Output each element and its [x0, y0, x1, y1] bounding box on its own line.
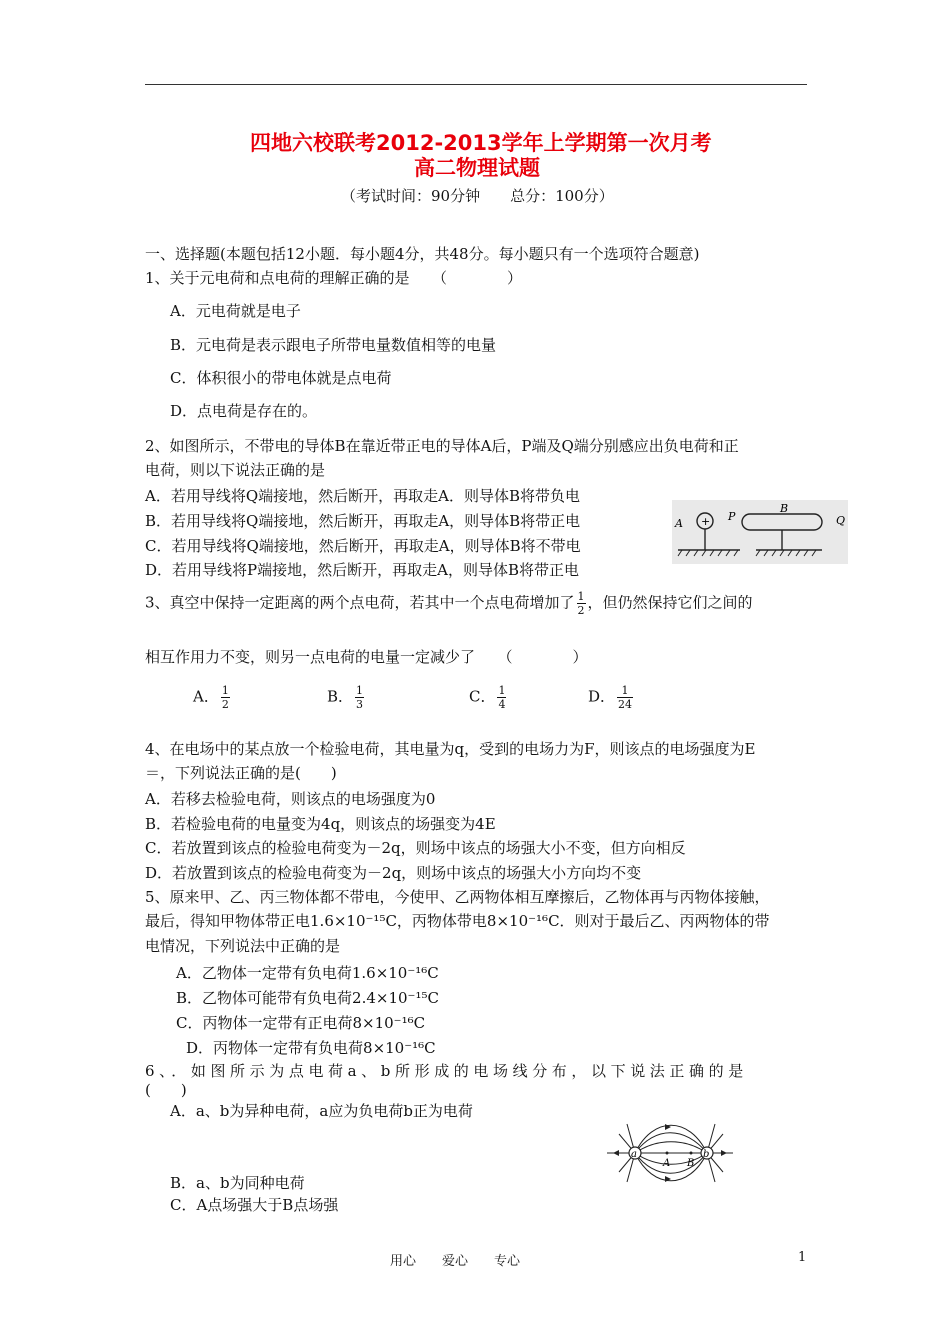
point-b-label: B: [687, 1158, 695, 1169]
fraction-numerator: 1: [617, 684, 633, 698]
question-3-option-c: [469, 684, 508, 711]
exam-title: 四地六校联考2012-2013学年上学期第一次月考: [250, 131, 712, 155]
question-2-option-a: A．若用导线将Q端接地，然后断开，再取走A．则导体B将带负电: [145, 487, 580, 505]
question-6-stem-line1: 6、．如图所示为点电荷a、b所形成的电场线分布，以下说法正确的是: [145, 1062, 748, 1080]
label-q: Q: [836, 514, 846, 527]
question-3-stem-line2: 相互作用力不变，则另一点电荷的电量一定减少了 （ ）: [145, 648, 588, 666]
question-1-option-b: B．元电荷是表示跟电子所带电量数值相等的电量: [170, 336, 497, 354]
fraction-denominator: 2: [221, 698, 229, 711]
fraction-denominator: 24: [618, 698, 633, 711]
question-3-stem-text-a: 3、真空中保持一定距离的两个点电荷，若其中一个点电荷增加了: [145, 593, 575, 612]
fraction-denominator: 3: [356, 698, 364, 711]
question-2-option-d: D．若用导线将P端接地，然后断开，再取走A，则导体B将带正电: [145, 561, 579, 579]
question-5-option-d: D．丙物体一定带有负电荷8×10⁻¹⁶C: [186, 1039, 436, 1057]
label-a: a: [631, 1149, 637, 1160]
point-a-label: A: [663, 1158, 671, 1169]
section-heading: 一、选择题(本题包括12小题．每小题4分，共48分。每小题只有一个选项符合题意): [145, 245, 700, 263]
option-label: A．: [193, 687, 219, 706]
fraction-denominator: 2: [577, 604, 585, 617]
exam-subtitle: 高二物理试题: [414, 156, 540, 180]
question-6-option-b: B．a、b为同种电荷: [170, 1174, 305, 1192]
header-rule: [145, 84, 807, 85]
question-4-stem-line2: ＝，下列说法正确的是( ): [145, 764, 337, 782]
option-label: C．: [469, 687, 496, 706]
question-4-option-d: D．若放置到该点的检验电荷变为－2q，则场中该点的场强大小方向均不变: [145, 864, 642, 882]
question-5-stem-line3: 电情况，下列说法中正确的是: [145, 937, 341, 955]
question-3-option-a: [193, 684, 232, 711]
plus-sign: +: [701, 515, 711, 528]
question-2-stem-line2: 电荷，则以下说法正确的是: [145, 461, 326, 479]
question-3-fraction: [577, 590, 586, 617]
question-6-option-c: C．A点场强大于B点场强: [170, 1196, 339, 1214]
label-b: B: [780, 502, 789, 515]
field-line-diagram: [605, 1116, 735, 1190]
question-2-stem-line1: 2、如图所示，不带电的导体B在靠近带正电的导体A后，P端及Q端分别感应出负电荷和正: [145, 437, 739, 455]
question-3-stem-text-b: ，但仍然保持它们之间的: [587, 593, 753, 612]
question-1-option-d: D．点电荷是存在的。: [170, 402, 318, 420]
conductor-diagram: [672, 500, 848, 564]
question-1-option-a: A．元电荷就是电子: [170, 302, 301, 320]
fraction-numerator: 1: [498, 684, 506, 697]
option-label: B．: [327, 687, 354, 706]
question-5-option-b: B．乙物体可能带有负电荷2.4×10⁻¹⁵C: [176, 989, 439, 1007]
fraction-numerator: 1: [221, 684, 229, 697]
exam-info: （考试时间：90分钟 总分：100分）: [341, 187, 614, 205]
question-5-stem-line1: 5、原来甲、乙、丙三物体都不带电，今使甲、乙两物体相互摩擦后，乙物体再与丙物体接触，: [145, 888, 770, 906]
question-5-option-c: C．丙物体一定带有正电荷8×10⁻¹⁶C: [176, 1014, 426, 1032]
option-label: D．: [588, 687, 616, 706]
question-1-stem: 1、关于元电荷和点电荷的理解正确的是 （ ）: [145, 269, 523, 287]
question-4-stem-line1: 4、在电场中的某点放一个检验电荷，其电量为q，受到的电场力为F，则该点的电场强度为E: [145, 740, 756, 758]
question-1-option-c: C．体积很小的带电体就是点电荷: [170, 369, 392, 387]
field-line-figure: [605, 1116, 735, 1190]
conductor-figure: [672, 500, 848, 564]
question-3-option-b: [327, 684, 366, 711]
question-4-option-b: B．若检验电荷的电量变为4q，则该点的场强变为4E: [145, 815, 496, 833]
fraction-denominator: 4: [498, 698, 506, 711]
label-p: P: [728, 510, 736, 523]
label-b: b: [703, 1149, 710, 1160]
question-2-option-b: B．若用导线将Q端接地，然后断开，再取走A，则导体B将带正电: [145, 512, 581, 530]
question-3-option-d: [588, 684, 635, 711]
fraction-numerator: 1: [577, 590, 585, 603]
label-a: A: [675, 517, 683, 530]
question-6-option-a: A．a、b为异种电荷，a应为负电荷b正为电荷: [170, 1102, 473, 1120]
option-fraction: [355, 684, 364, 711]
option-fraction: [497, 684, 506, 711]
question-4-option-a: A．若移去检验电荷，则该点的电场强度为0: [145, 790, 436, 808]
page-number: 1: [798, 1250, 807, 1265]
question-4-option-c: C．若放置到该点的检验电荷变为－2q，则场中该点的场强大小不变，但方向相反: [145, 839, 686, 857]
question-5-stem-line2: 最后，得知甲物体带正电1.6×10⁻¹⁵C，丙物体带电8×10⁻¹⁶C．则对于最后乙、丙两物体的带: [145, 912, 770, 930]
question-2-option-c: C．若用导线将Q端接地，然后断开，再取走A，则导体B将不带电: [145, 537, 581, 555]
option-fraction: [617, 684, 633, 711]
question-5-option-a: A．乙物体一定带有负电荷1.6×10⁻¹⁶C: [176, 964, 439, 982]
question-3-stem-line1: [145, 590, 753, 617]
footer-motto: 用心 爱心 专心: [390, 1254, 521, 1269]
question-6-stem-line2: ( ): [145, 1081, 187, 1099]
fraction-numerator: 1: [356, 684, 364, 697]
option-fraction: [221, 684, 230, 711]
